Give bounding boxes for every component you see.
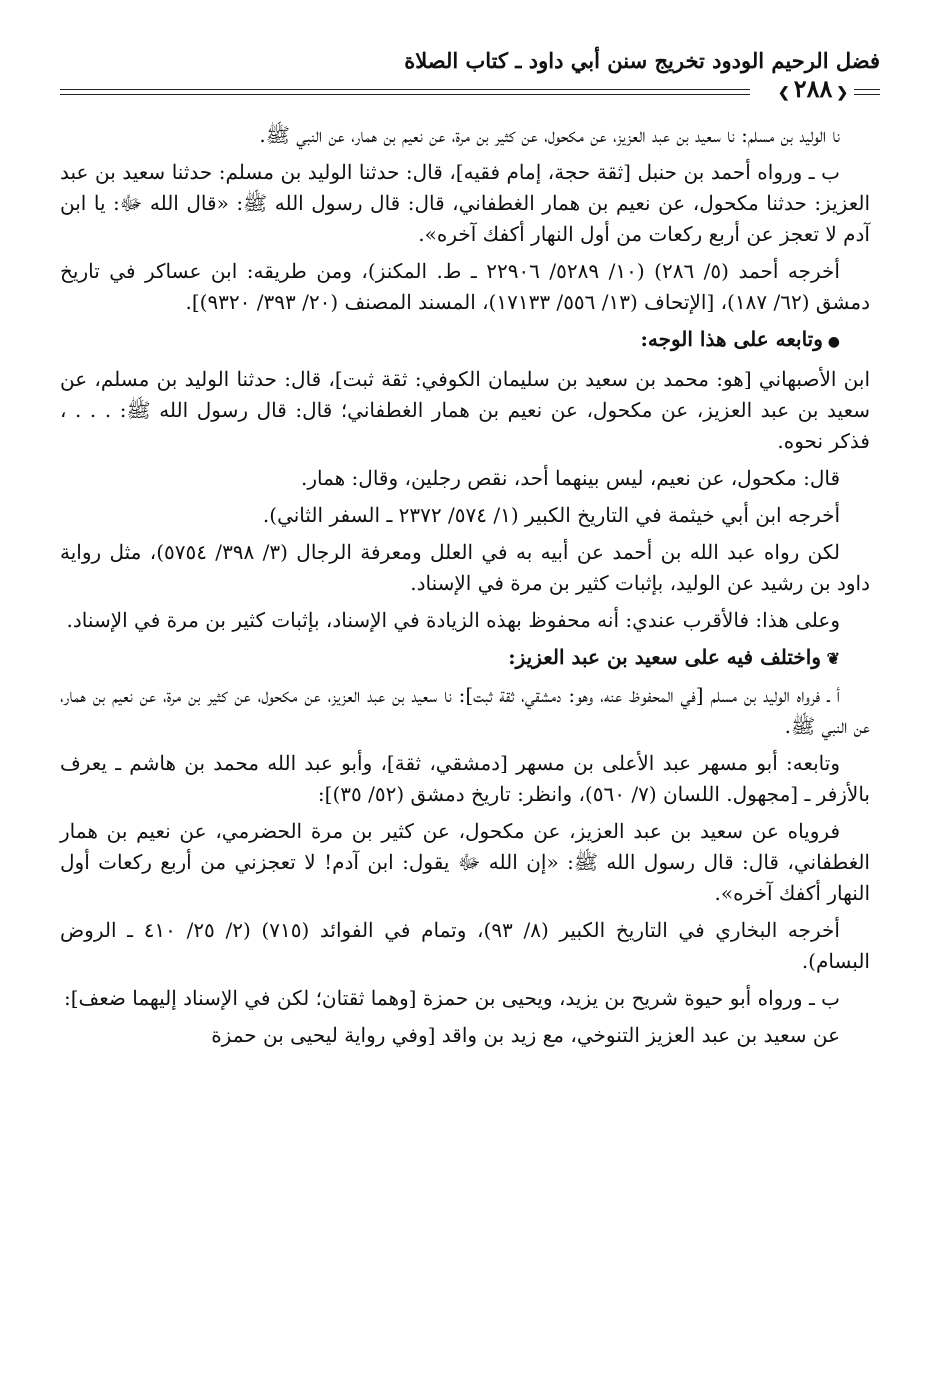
paragraph: فروياه عن سعيد بن عبد العزيز، عن مكحول، عن كثير بن مرة الحضرمي، عن نعيم بن همار الغطفاني، قال: قال رسول الله ﷺ: «إن الله ﷻ يقول: ابن آدم! لا تعجزني من أربع ركعات أول النهار أكفك آخره». <box>60 819 870 905</box>
paragraph: نا الوليد بن مسلم: نا سعيد بن عبد العزيز، عن مكحول، عن كثير بن مرة، عن نعيم بن همار، عن النبي ﷺ. <box>259 123 840 147</box>
paragraph: أخرجه أحمد (٥/ ٢٨٦) (١٠/ ٥٢٨٩/ ٢٢٩٠٦ ـ ط. المكنز)، ومن طريقه: ابن عساكر في تاريخ دمشق (٦٢/ ١٨٧)، [الإتحاف (١٣/ ٥٥٦/ ١٧١٣٣)، المسند المصنف (٢٠/ ٣٩٣/ ٩٣٢٠)]. <box>60 259 870 314</box>
paragraph: ب ـ ورواه أحمد بن حنبل [ثقة حجة، إمام فقيه]، قال: حدثنا الوليد بن مسلم: حدثنا سعيد بن عبد العزيز: حدثنا مكحول، عن نعيم بن همار الغطفاني، قال: قال رسول الله ﷺ: «قال الله ﷻ: يا ابن آدم لا تعجز عن أربع ركعات من أول النهار أكفك آخره». <box>60 160 870 246</box>
paragraph: وتابعه: أبو مسهر عبد الأعلى بن مسهر [دمشقي، ثقة]، وأبو عبد الله محمد بن هاشم ـ يعرف بالأزفر ـ [مجهول. اللسان (٧/ ٥٦٠)، وانظر: تاريخ دمشق (٥٢/ ٣٥)]: <box>60 751 870 806</box>
paragraph: عن سعيد بن عبد العزيز التنوخي، مع زيد بن واقد [وفي رواية ليحيى بن حمزة <box>211 1023 840 1047</box>
running-header <box>60 48 880 103</box>
header-rule <box>60 89 750 90</box>
section-heading: ❦ واختلف فيه على سعيد بن عبد العزيز: <box>60 642 870 674</box>
page-body <box>60 120 870 1057</box>
paragraph: أخرجه البخاري في التاريخ الكبير (٨/ ٩٣)، وتمام في الفوائد (٧١٥) (٢/ ٢٥/ ٤١٠ ـ الروض البسام). <box>60 918 870 973</box>
paragraph: ب ـ ورواه أبو حيوة شريح بن يزيد، ويحيى بن حمزة [وهما ثقتان؛ لكن في الإسناد إليهما ضعف]: <box>64 986 840 1010</box>
paragraph: ابن الأصبهاني [هو: محمد بن سعيد بن سليمان الكوفي: ثقة ثبت]، قال: حدثنا الوليد بن مسلم، عن سعيد بن عبد العزيز، عن مكحول، عن نعيم بن همار الغطفاني؛ قال: قال رسول الله ﷺ: . . . ، فذكر نحوه. <box>60 367 870 453</box>
paragraph: وعلى هذا: فالأقرب عندي: أنه محفوظ بهذه الزيادة في الإسناد، بإثبات كثير بن مرة في الإسناد. <box>66 608 840 632</box>
section-heading: ● وتابعه على هذا الوجه: <box>60 324 870 358</box>
paragraph: قال: مكحول، عن نعيم، ليس بينهما أحد، نقص رجلين، وقال: همار. <box>300 466 840 490</box>
page-number: ❮ ٢٨٨ ❯ <box>772 74 854 103</box>
paragraph: لكن رواه عبد الله بن أحمد عن أبيه به في العلل ومعرفة الرجال (٣/ ٣٩٨/ ٥٧٥٤)، مثل رواية داود بن رشيد عن الوليد، بإثبات كثير بن مرة في الإسناد. <box>60 540 870 595</box>
paragraph: أ ـ فرواه الوليد بن مسلم [في المحفوظ عنه، وهو: دمشقي، ثقة ثبت]: نا سعيد بن عبد العزيز، عن مكحول، عن كثير بن مرة، عن نعيم بن همار، عن النبي ﷺ. <box>60 683 870 738</box>
header-rule <box>60 94 750 95</box>
header-title: فضل الرحيم الودود تخريج سنن أبي داود ـ كتاب الصلاة <box>404 48 880 73</box>
paragraph: أخرجه ابن أبي خيثمة في التاريخ الكبير (١/ ٥٧٤/ ٢٣٧٢ ـ السفر الثاني). <box>262 503 840 527</box>
